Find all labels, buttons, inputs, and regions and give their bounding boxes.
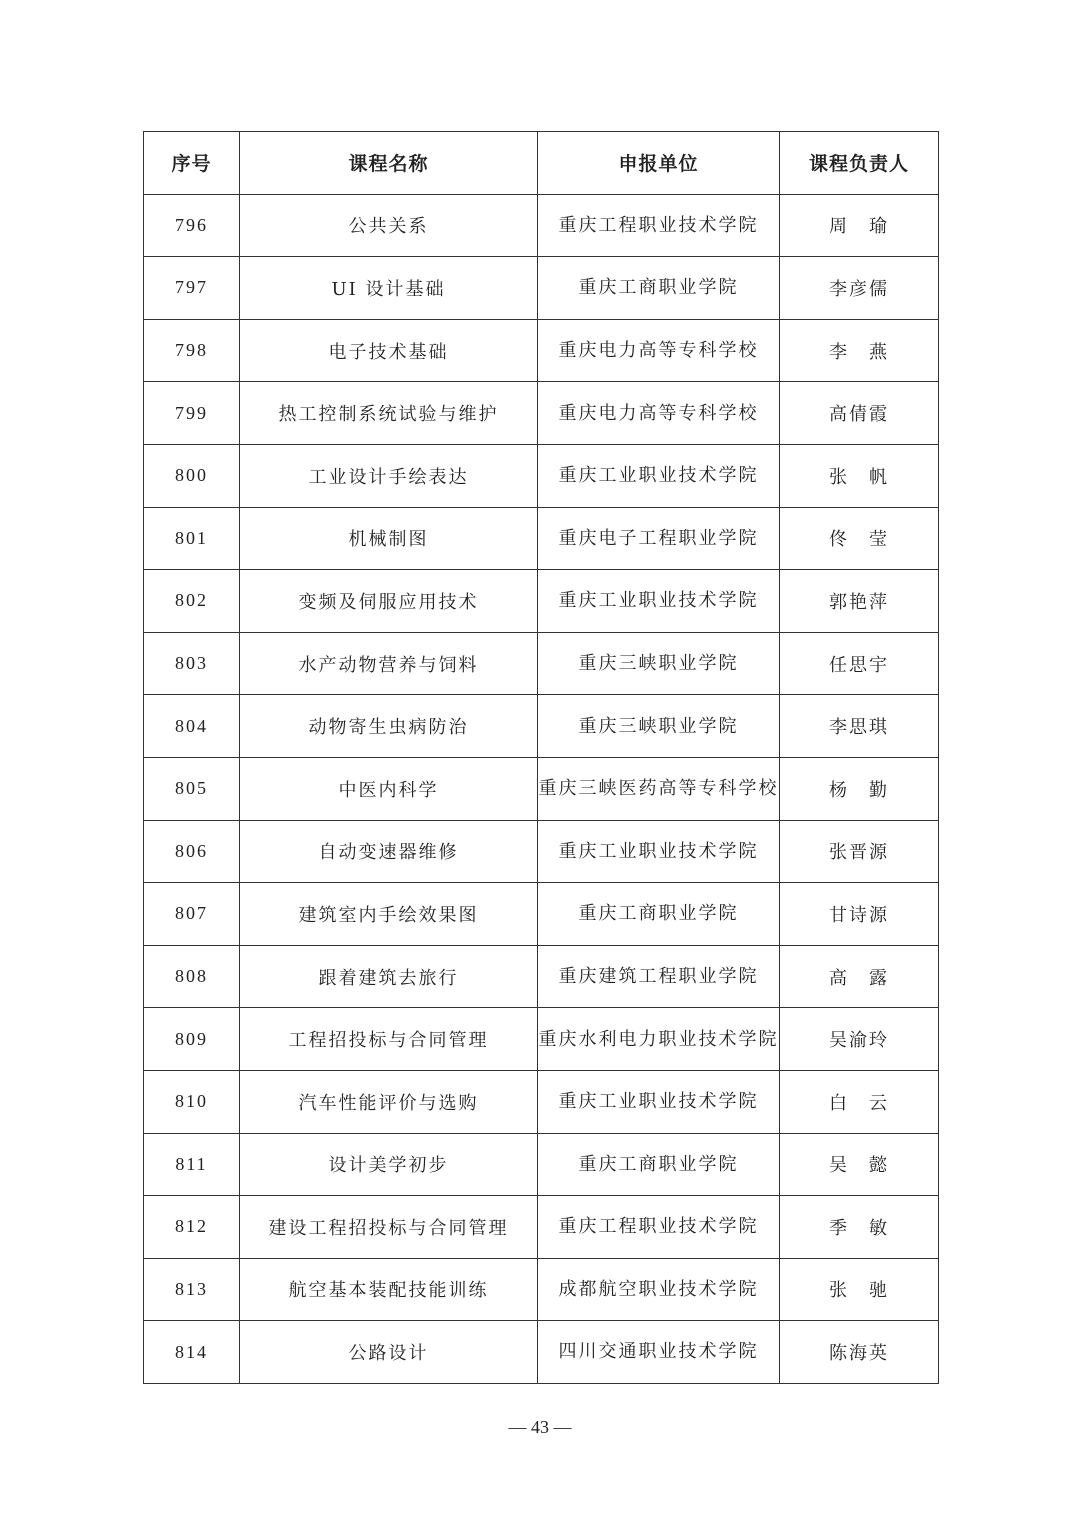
- cell-unit: 重庆工商职业学院: [538, 883, 780, 946]
- cell-lead: 佟 莹: [780, 507, 939, 570]
- page-number: — 43 —: [508, 1417, 572, 1437]
- cell-lead: 任思宇: [780, 632, 939, 695]
- cell-num: 803: [144, 632, 240, 695]
- table-row: [144, 632, 939, 695]
- cell-course-name: 热工控制系统试验与维护: [240, 382, 538, 445]
- header-lead: 课程负责人: [780, 132, 939, 195]
- cell-unit: 重庆工商职业学院: [538, 257, 780, 320]
- cell-unit: 成都航空职业技术学院: [538, 1258, 780, 1321]
- cell-lead: 季 敏: [780, 1196, 939, 1259]
- cell-unit: 重庆电力高等专科学校: [538, 382, 780, 445]
- cell-num: 801: [144, 507, 240, 570]
- cell-lead: 高 露: [780, 945, 939, 1008]
- table-body: [144, 194, 939, 1383]
- cell-course-name: 工程招投标与合同管理: [240, 1008, 538, 1071]
- table-row: [144, 757, 939, 820]
- cell-num: 804: [144, 695, 240, 758]
- cell-lead: 张 帆: [780, 444, 939, 507]
- cell-num: 808: [144, 945, 240, 1008]
- cell-course-name: 建筑室内手绘效果图: [240, 883, 538, 946]
- cell-unit: 重庆电力高等专科学校: [538, 319, 780, 382]
- cell-num: 811: [144, 1133, 240, 1196]
- cell-unit: 重庆电子工程职业学院: [538, 507, 780, 570]
- table-row: [144, 444, 939, 507]
- cell-course-name: UI 设计基础: [240, 257, 538, 320]
- cell-unit: 重庆建筑工程职业学院: [538, 945, 780, 1008]
- cell-course-name: 工业设计手绘表达: [240, 444, 538, 507]
- table-row: [144, 382, 939, 445]
- table-row: [144, 695, 939, 758]
- cell-course-name: 汽车性能评价与选购: [240, 1070, 538, 1133]
- header-num: 序号: [144, 132, 240, 195]
- cell-course-name: 动物寄生虫病防治: [240, 695, 538, 758]
- table-row: [144, 319, 939, 382]
- table-header-row: [144, 132, 939, 195]
- cell-course-name: 航空基本装配技能训练: [240, 1258, 538, 1321]
- cell-course-name: 电子技术基础: [240, 319, 538, 382]
- cell-num: 810: [144, 1070, 240, 1133]
- cell-lead: 高倩霞: [780, 382, 939, 445]
- table-row: [144, 820, 939, 883]
- cell-num: 798: [144, 319, 240, 382]
- cell-num: 813: [144, 1258, 240, 1321]
- cell-num: 805: [144, 757, 240, 820]
- cell-lead: 周 瑜: [780, 194, 939, 257]
- cell-lead: 李彦儒: [780, 257, 939, 320]
- header-unit: 申报单位: [538, 132, 780, 195]
- cell-course-name: 跟着建筑去旅行: [240, 945, 538, 1008]
- table-row: [144, 1133, 939, 1196]
- cell-num: 807: [144, 883, 240, 946]
- cell-lead: 郭艳萍: [780, 570, 939, 633]
- cell-lead: 吴 懿: [780, 1133, 939, 1196]
- table-row: [144, 883, 939, 946]
- cell-lead: 陈海英: [780, 1321, 939, 1384]
- table-row: [144, 257, 939, 320]
- table-row: [144, 1008, 939, 1071]
- table-row: [144, 1321, 939, 1384]
- cell-lead: 李思琪: [780, 695, 939, 758]
- table-row: [144, 507, 939, 570]
- table-row: [144, 1070, 939, 1133]
- cell-unit: 重庆三峡职业学院: [538, 695, 780, 758]
- cell-lead: 甘诗源: [780, 883, 939, 946]
- cell-course-name: 建设工程招投标与合同管理: [240, 1196, 538, 1259]
- cell-num: 797: [144, 257, 240, 320]
- cell-course-name: 设计美学初步: [240, 1133, 538, 1196]
- cell-lead: 白 云: [780, 1070, 939, 1133]
- cell-course-name: 自动变速器维修: [240, 820, 538, 883]
- cell-unit: 重庆工程职业技术学院: [538, 194, 780, 257]
- cell-course-name: 水产动物营养与饲料: [240, 632, 538, 695]
- cell-lead: 李 燕: [780, 319, 939, 382]
- cell-unit: 重庆工商职业学院: [538, 1133, 780, 1196]
- cell-num: 796: [144, 194, 240, 257]
- cell-num: 802: [144, 570, 240, 633]
- header-name: 课程名称: [240, 132, 538, 195]
- cell-unit: 重庆三峡职业学院: [538, 632, 780, 695]
- cell-num: 806: [144, 820, 240, 883]
- table-row: [144, 570, 939, 633]
- cell-course-name: 公共关系: [240, 194, 538, 257]
- cell-course-name: 机械制图: [240, 507, 538, 570]
- cell-lead: 张 驰: [780, 1258, 939, 1321]
- cell-course-name: 公路设计: [240, 1321, 538, 1384]
- cell-num: 800: [144, 444, 240, 507]
- table-row: [144, 1258, 939, 1321]
- table-row: [144, 194, 939, 257]
- cell-num: 799: [144, 382, 240, 445]
- cell-lead: 吴渝玲: [780, 1008, 939, 1071]
- table-row: [144, 945, 939, 1008]
- cell-unit: 重庆工业职业技术学院: [538, 444, 780, 507]
- cell-num: 814: [144, 1321, 240, 1384]
- cell-unit: 重庆工业职业技术学院: [538, 820, 780, 883]
- table-row: [144, 1196, 939, 1259]
- cell-unit: 重庆工程职业技术学院: [538, 1196, 780, 1259]
- cell-unit: 重庆水利电力职业技术学院: [538, 1008, 780, 1071]
- cell-unit: 重庆工业职业技术学院: [538, 570, 780, 633]
- cell-course-name: 中医内科学: [240, 757, 538, 820]
- cell-course-name: 变频及伺服应用技术: [240, 570, 538, 633]
- cell-unit: 四川交通职业技术学院: [538, 1321, 780, 1384]
- course-table: [143, 131, 939, 1384]
- cell-num: 812: [144, 1196, 240, 1259]
- cell-unit: 重庆三峡医药高等专科学校: [538, 757, 780, 820]
- cell-num: 809: [144, 1008, 240, 1071]
- cell-lead: 张晋源: [780, 820, 939, 883]
- cell-unit: 重庆工业职业技术学院: [538, 1070, 780, 1133]
- cell-lead: 杨 勤: [780, 757, 939, 820]
